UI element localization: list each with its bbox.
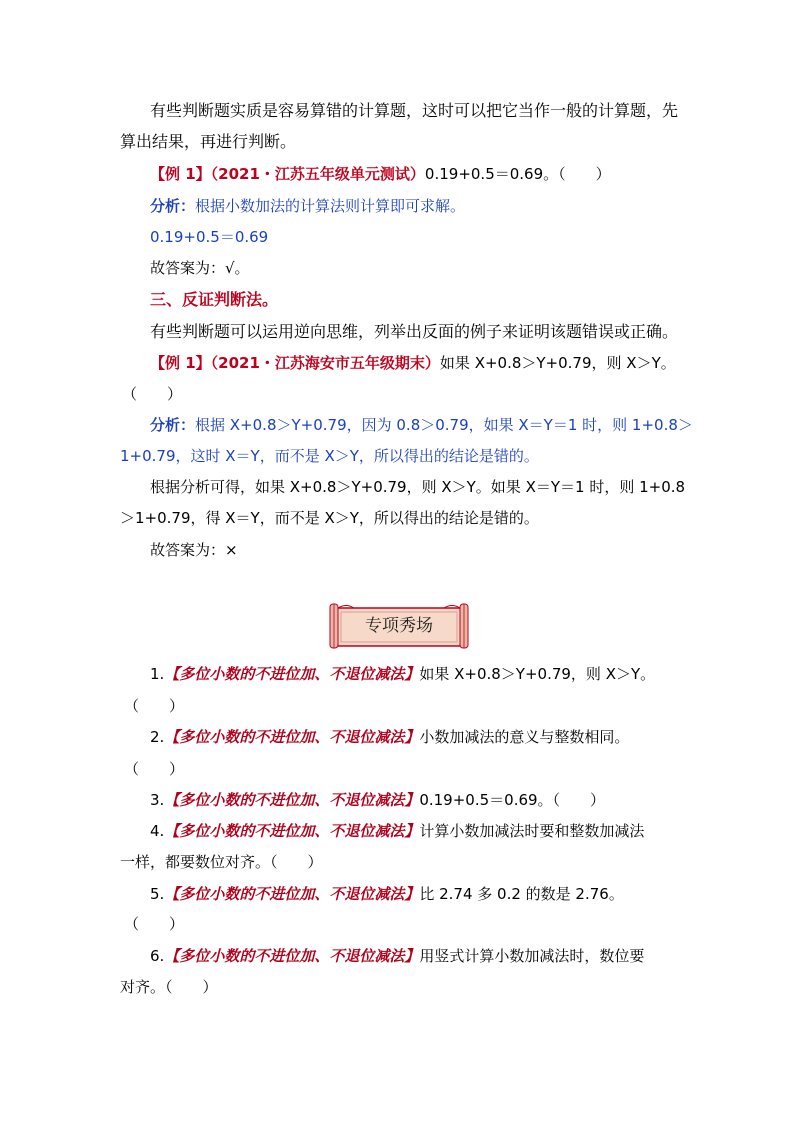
item-tag: 【多位小数的不进位加、不退位减法】 [164,822,420,840]
item-text: 比 2.74 多 0.2 的数是 2.76。 [419,885,624,903]
banner-title: 专项秀场 [365,616,433,636]
item-number: 1. [150,665,165,683]
example-question: 如果 X+0.8＞Y+0.79，则 X＞Y。 [439,354,676,372]
item-text: 如果 X+0.8＞Y+0.79，则 X＞Y。 [419,665,656,683]
item-text: 用竖式计算小数加减法时，数位要 [419,947,645,965]
item-number: 4. [150,822,165,840]
example-1-calc: 0.19+0.5＝0.69 [150,228,269,246]
example-1-question [150,164,611,184]
exercise-item-5 [150,884,624,904]
exercise-item-5-cont: （ ） [124,915,185,933]
item-tag: 【多位小数的不进位加、不退位减法】 [164,885,420,903]
item-tag: 【多位小数的不进位加、不退位减法】 [164,728,420,746]
item-number: 3. [150,791,165,809]
exercise-item-4-cont: 一样，都要数位对齐。（ ） [120,853,323,871]
item-text: 0.19+0.5＝0.69。（ ） [419,791,606,809]
exercise-item-6 [150,946,644,966]
exercise-item-1 [150,664,655,684]
example-2-analysis-line-1 [150,415,693,435]
item-tag: 【多位小数的不进位加、不退位减法】 [164,791,420,809]
exercise-item-2 [150,727,629,747]
intro-line-1: 有些判断题实质是容易算错的计算题，这时可以把它当作一般的计算题，先 [150,101,679,120]
item-text: 计算小数加减法时要和整数加减法 [419,822,645,840]
analysis-label: 分析： [150,197,196,215]
section-description: 有些判断题可以运用逆向思维，列举出反面的例子来证明该题错误或正确。 [150,322,679,341]
item-number: 2. [150,728,165,746]
exercise-item-4 [150,821,644,841]
example-tag: 【例 1】 [150,165,211,183]
analysis-label: 分析： [150,416,196,434]
example-tag: 【例 1】 [150,354,211,372]
example-1-answer: 故答案为：√。 [150,259,250,277]
exercise-item-3 [150,790,605,810]
exercise-item-2-cont: （ ） [124,760,185,778]
analysis-text: 根据小数加法的计算法则计算即可求解。 [195,197,466,215]
item-number: 5. [150,885,165,903]
example-2-analysis-line-2: 1+0.79，这时 X＝Y，而不是 X＞Y，所以得出的结论是错的。 [120,447,539,465]
exercise-item-6-cont: 对齐。（ ） [120,978,218,996]
item-number: 6. [150,947,165,965]
section-banner [326,602,472,650]
example-2-solution-line-2: ＞1+0.79，得 X＝Y，而不是 X＞Y，所以得出的结论是错的。 [120,509,539,527]
item-text: 小数加减法的意义与整数相同。 [419,728,630,746]
example-source: （2021・江苏五年级单元测试） [210,165,425,183]
item-tag: 【多位小数的不进位加、不退位减法】 [164,665,420,683]
section-heading: 三、反证判断法。 [150,290,279,309]
item-tag: 【多位小数的不进位加、不退位减法】 [164,947,420,965]
exercise-item-1-cont: （ ） [124,697,185,715]
example-question: 0.19+0.5＝0.69。（ ） [424,165,611,183]
intro-line-2: 算出结果，再进行判断。 [120,132,297,151]
analysis-text: 根据 X+0.8＞Y+0.79，因为 0.8＞0.79，如果 X＝Y＝1 时，则 1+0.8＞ [195,416,693,434]
example-2-solution-line-1: 根据分析可得，如果 X+0.8＞Y+0.79，则 X＞Y。如果 X＝Y＝1 时，则 1+0.8 [150,478,686,496]
example-1-analysis [150,196,465,216]
example-source: （2021・江苏海安市五年级期末） [210,354,440,372]
example-2-paren: （ ） [122,385,183,403]
example-2-question [150,353,676,373]
example-2-answer: 故答案为：× [150,541,238,559]
